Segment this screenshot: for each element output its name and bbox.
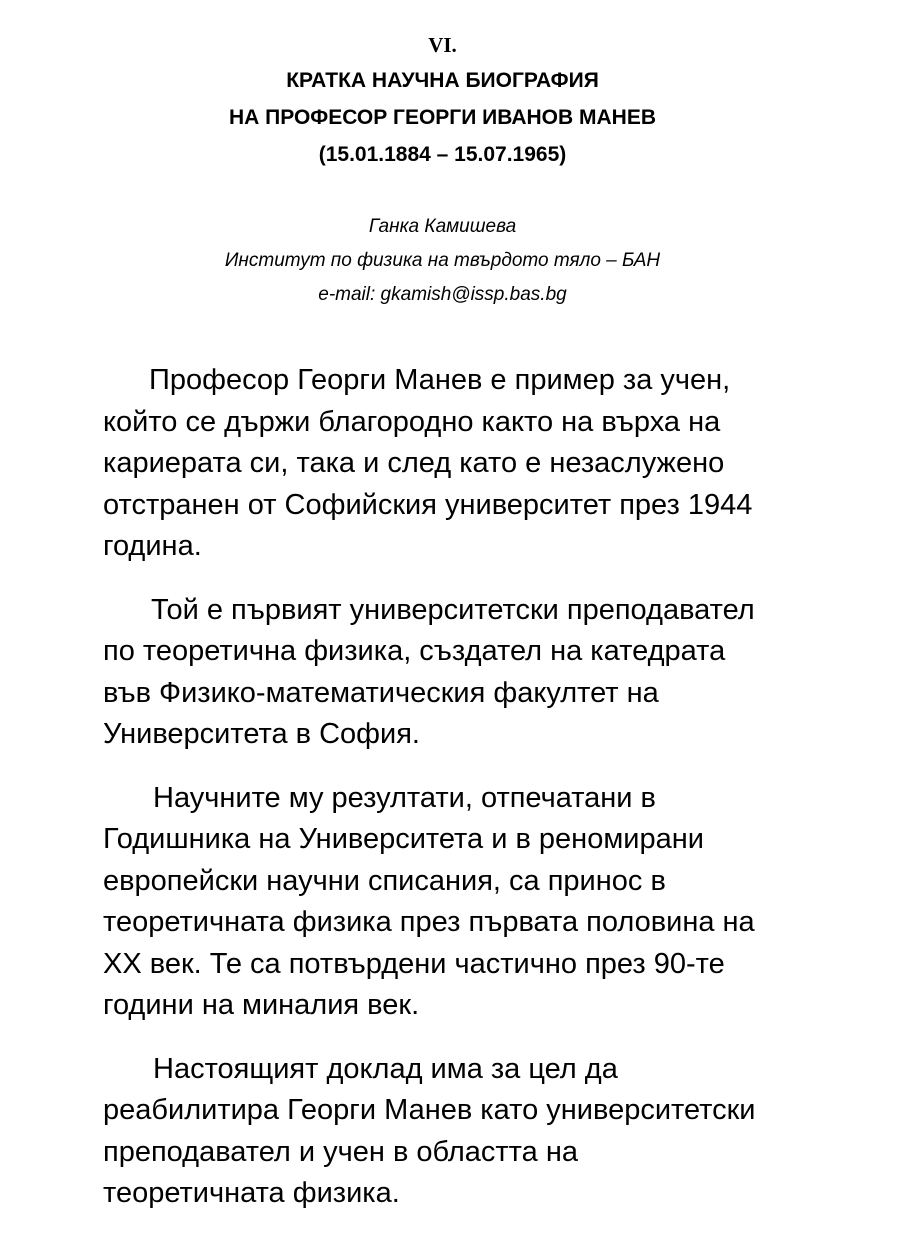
paragraph-line: Професор Георги Манев е пример за учен, (149, 364, 731, 396)
paragraph (103, 360, 863, 568)
paragraph-line: теоретичната физика. (103, 1177, 400, 1209)
title-line: НА ПРОФЕСОР ГЕОРГИ ИВАНОВ МАНЕВ (228, 106, 657, 129)
paragraph-line: който се държи благородно както на върха на (103, 405, 721, 438)
paragraph-line: Университета в София. (103, 718, 420, 750)
paragraph-line: във Физико-математическия факултет на (103, 676, 659, 709)
paragraph (103, 778, 863, 1027)
document-title (0, 62, 885, 173)
author-block (0, 210, 885, 312)
paragraph-line: Научните му резултати, отпечатани в (153, 781, 656, 814)
body-text (103, 360, 863, 1237)
paragraph-line: Годишника на Университета и в реномирани (103, 823, 704, 855)
title-line: КРАТКА НАУЧНА БИОГРАФИЯ (286, 69, 599, 92)
paragraph-line: години на миналия век. (103, 989, 420, 1021)
paragraph (103, 1049, 863, 1215)
paragraph-line: европейски научни списания, са принос в (103, 864, 666, 897)
paragraph-line: по теоретична физика, създател на катедрата (103, 635, 726, 667)
paragraph (103, 590, 863, 756)
paragraph-line: теоретичната физика през първата половина на (103, 906, 755, 938)
author-affiliation: Институт по физика на твърдото тяло – БАН (224, 250, 661, 271)
paragraph-line: отстранен от Софийския университет през 1944 (103, 488, 753, 521)
section-number: VI. (428, 33, 457, 57)
paragraph-line: година. (103, 530, 202, 562)
title-dates: (15.01.1884 – 15.07.1965) (318, 143, 567, 166)
paragraph-line: Настоящият доклад има за цел да (153, 1052, 618, 1085)
paragraph-line: Той е първият университетски преподавател (151, 593, 755, 626)
paragraph-line: преподавател и учен в областта на (103, 1135, 578, 1168)
paragraph-line: реабилитира Георги Манев като университетски (103, 1094, 756, 1126)
author-name: Ганка Камишева (368, 216, 517, 237)
paragraph-line: ХХ век. Те са потвърдени частично през 90-те (103, 947, 725, 980)
paragraph-line: кариерата си, така и след като е незаслужено (103, 447, 725, 479)
author-email: e-mail: gkamish@issp.bas.bg (318, 284, 567, 305)
